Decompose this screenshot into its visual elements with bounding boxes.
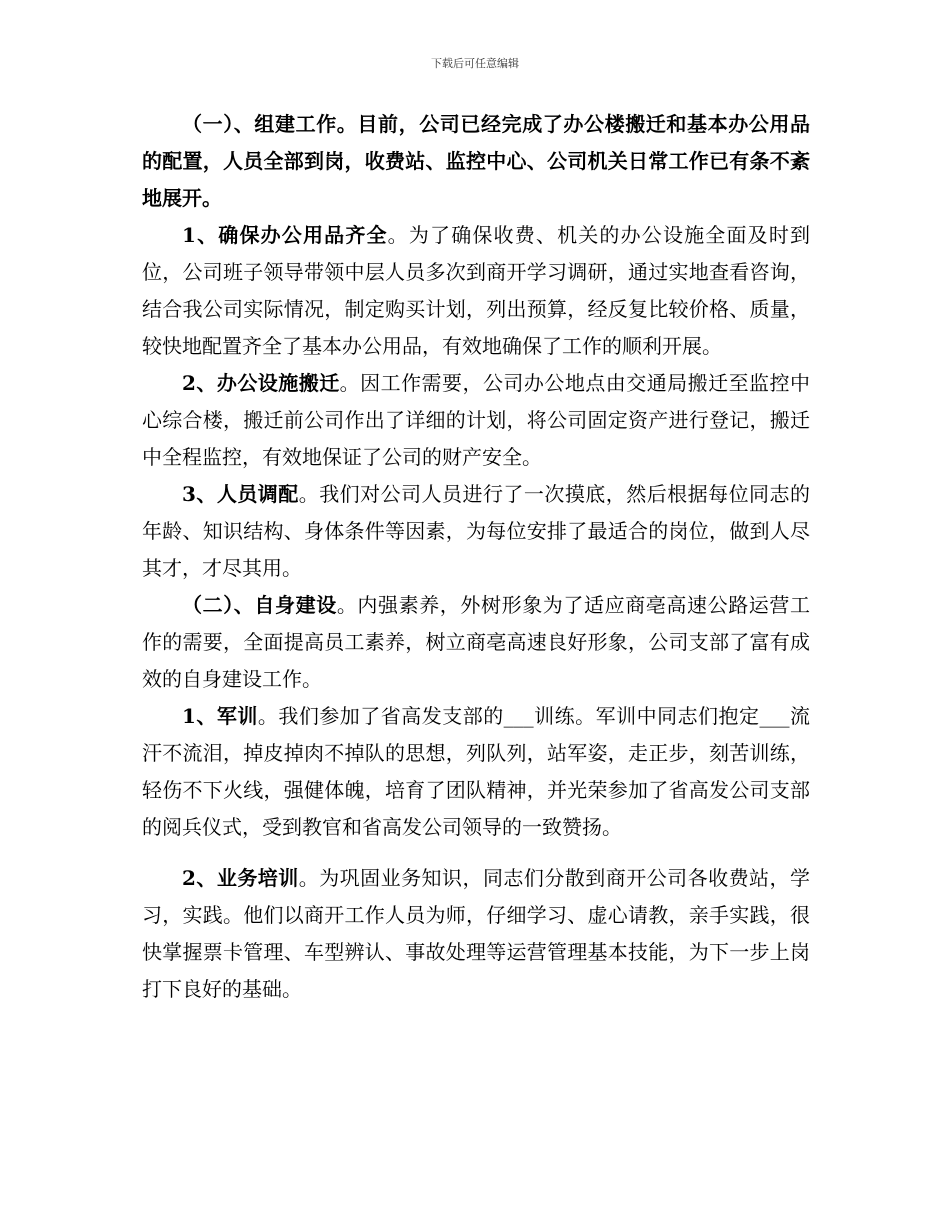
document-body bbox=[142, 106, 810, 1008]
item-staffing-paragraph bbox=[142, 476, 810, 587]
item-office-supplies-paragraph bbox=[142, 217, 810, 365]
item-heading: 1、军训 bbox=[182, 704, 258, 728]
item-military-training-paragraph bbox=[142, 698, 810, 846]
section-1-paragraph: （一）、组建工作。目前，公司已经完成了办公楼搬迁和基本办公用品的配置，人员全部到岗，收费站、监控中心、公司机关日常工作已有条不紊地展开。 bbox=[142, 112, 810, 210]
page-header-note: 下载后可任意编辑 bbox=[431, 57, 519, 70]
item-body: 。为了确保收费、机关的办公设施全面及时到位，公司班子领导带领中层人员多次到商开学习调研，通过实地查看咨询，结合我公司实际情况，制定购买计划，列出预算，经反复比较价格、质量，较快地配置齐全了基本办公用品，有效地确保了工作的顺利开展。 bbox=[142, 223, 810, 358]
item-business-training-paragraph bbox=[142, 860, 810, 1008]
item-heading: 3、人员调配 bbox=[182, 482, 299, 506]
item-body: 。为巩固业务知识，同志们分散到商开公司各收费站，学习，实践。他们以商开工作人员为师，仔细学习、虚心请教，亲手实践，很快掌握票卡管理、车型辨认、事故处理等运营管理基本技能，为下一步上岗打下良好的基础。 bbox=[142, 866, 810, 1001]
item-heading: 2、办公设施搬迁 bbox=[182, 371, 340, 395]
item-body: 。我们对公司人员进行了一次摸底，然后根据每位同志的年龄、知识结构、身体条件等因素，为每位安排了最适合的岗位，做到人尽其才，才尽其用。 bbox=[142, 482, 810, 580]
item-heading: 2、业务培训 bbox=[182, 866, 299, 890]
section-2-paragraph bbox=[142, 587, 810, 698]
item-heading: 1、确保办公用品齐全 bbox=[182, 223, 388, 247]
section-heading: （二）、自身建设 bbox=[182, 593, 337, 617]
item-relocation-paragraph bbox=[142, 365, 810, 476]
item-body: 。我们参加了省高发支部的___训练。军训中同志们抱定___流汗不流泪，掉皮掉肉不掉队的思想，列队列，站军姿，走正步，刻苦训练，轻伤不下火线，强健体魄，培育了团队精神，并光荣参加了省高发公司支部的阅兵仪式，受到教官和省高发公司领导的一致赞扬。 bbox=[142, 704, 810, 839]
section-body: 。内强素养，外树形象为了适应商亳高速公路运营工作的需要，全面提高员工素养，树立商亳高速良好形象，公司支部了富有成效的自身建设工作。 bbox=[142, 593, 811, 691]
item-body: 。因工作需要，公司办公地点由交通局搬迁至监控中心综合楼，搬迁前公司作出了详细的计划，将公司固定资产进行登记，搬迁中全程监控，有效地保证了公司的财产安全。 bbox=[142, 371, 810, 469]
